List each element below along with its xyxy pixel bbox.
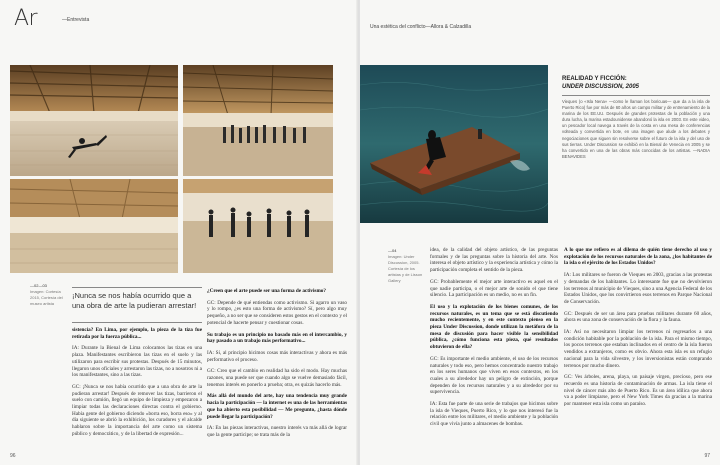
question-paragraph (207, 288, 347, 295)
answer-paragraph (430, 279, 558, 299)
photo-empty-gallery (10, 179, 178, 273)
section-tag: —Entrevista (62, 17, 90, 23)
right-caption-number: —04 (388, 248, 397, 253)
question-paragraph (207, 393, 347, 420)
paragraph-text: Su trabajo es un principio no basado más en el intercambio, y hay pasado a un trabajo más performativo... (207, 331, 347, 345)
divider-line (72, 322, 202, 323)
sidebar-title-line-1: REALIDAD Y FICCIÓN: (562, 76, 627, 82)
paragraph-text: GC: Después de ser un área para pruebas militares durante 60 años, ahora es una zona de conservación de la flora y la fauna. (564, 310, 712, 324)
gallery-dancer-image (10, 65, 178, 176)
paragraph-text: GC: ¡Nunca se nos había ocurrido que a una obra de arte la pudieran arrestar! Después de remover las tizas, barrieron el suelo con camión, llegó un equipo de limpieza y empezaron a limpiar todas las declaraciones directas contra el gobierno. Había gente del gobierno diciendo «borra eso, borra eso» y al día siguiente se abrió la exhibición, los curadores y el alcalde hablaron sobre la importancia del arte como un sistema público y democrático, y de la libertad de expresión... (72, 383, 202, 437)
answer-paragraph (72, 345, 202, 379)
question-paragraph (430, 304, 558, 351)
paragraph-text: idea, de la calidad del objeto artístico, de las preguntas formales y de las preguntas sobre la historia del arte. Nos interesa el objeto artístico y la experiencia artística y cómo la participación completa el sentido de la pieza. (430, 247, 558, 274)
answer-paragraph (564, 272, 712, 306)
question-paragraph (207, 332, 347, 345)
left-caption-text: Imagen: Cortesía 2015, Cortesía del museo artista (30, 289, 63, 306)
sidebar-title (562, 76, 639, 91)
answer-paragraph (430, 401, 558, 428)
right-photo-caption (388, 248, 428, 284)
right-body-column-1 (430, 247, 558, 455)
left-body-column-1 (72, 327, 202, 455)
answer-paragraph (430, 247, 558, 274)
paragraph-text: IA: Así no necesitaron limpiar los terrenos ni regresarlos a una condición habitable por la población de la isla. Para el mismo tiempo, los pocos terrenos que estaban inclinados en el centro de la isla fueron vendidos a extranjeros, como es obvio. Ahora esta isla es un refugio nacional para la vida silvestre, y los inversionistas están comprando terrenos por mucho dinero. (564, 329, 712, 369)
photo-gallery-dancer (10, 65, 178, 176)
photo-visitors (183, 179, 333, 273)
question-paragraph (72, 327, 202, 340)
paragraph-text: El uso y la explotación de los bienes comunes, de los recursos naturales, es un tema que se está discutiendo mucho recientemente, y en este contexto pienso en la pieza Under Discussion, donde utilizan la metáfora de la mesa de discusión para hacer visible la sensibilidad pública, ¿cómo funciona esta pieza, qué resultados obtuvieron de ella? (430, 303, 558, 351)
photo-under-discussion (360, 65, 548, 223)
answer-paragraph (207, 368, 347, 388)
answer-paragraph (72, 384, 202, 438)
left-page (0, 0, 358, 465)
right-caption-text: Imagen: Under Discussion, 2005. Cortesía de los artistas y de Lisson Gallery (388, 254, 423, 283)
answer-paragraph (564, 374, 712, 408)
paragraph-text: GC: Creo que el cambio en realidad ha sido el modo. Hay muchas razones, una puede ser que cuando algo se vuelve demasiado fácil, tenemos interés en ponerlo a prueba; otra, es quizás hacerlo más. (207, 368, 347, 388)
answer-paragraph (207, 350, 347, 363)
paragraph-text: A lo que me refiero es al dilema de quién tiene derecho al uso y explotación de los recursos naturales de la zona, ¿los habitantes de la isla o el ejército de los Estados Unidos? (564, 247, 712, 267)
answer-paragraph (430, 356, 558, 396)
gallery-crowd-image (183, 65, 333, 176)
question-paragraph (564, 247, 712, 267)
running-head: Una estética del conflicto—Allora & Calzadilla (370, 24, 472, 30)
sidebar-title-line-2: UNDER DISCUSSION, 2005 (562, 83, 640, 90)
paragraph-text: IA: Los militares se fueron de Vieques en 2003, gracias a las protestas y demandas de los habitantes. Lo interesante fue que no devolvieron los terrenos al municipio de Vieques, sino a una Agencia Federal de los Estados Unidos, que los convirtieron esos terrenos en Parque Nacional de Conservación. (564, 272, 712, 305)
paragraph-text: IA: Durante la Bienal de Lima colocamos las tizas en una plaza. Manifestantes escribieron las tizas en el suelo y las utilizaron para escribir sus protestas. Después de 15 minutos, llegaron unos oficiales y arrestaron las tizas, no a nosotros ni a los manifestantes, sino a las tizas. (72, 345, 202, 379)
answer-paragraph (564, 329, 712, 369)
paragraph-text: GC: Probablemente el mejor arte interactivo es aquel en el que nadie participa, o el mejor arte de sonido el que tiene silencio. La participación es un medio, no es un fin. (430, 278, 558, 299)
left-photo-caption (30, 283, 64, 307)
paragraph-text: ¿Creen que el arte puede ser una forma de activismo? (207, 288, 326, 294)
divider-line (562, 95, 710, 96)
paragraph-text: IA: En las piezas interactivas, nuestro interés va más allá de lograr que la gente participe; se trata más de la (207, 425, 347, 438)
photo-gallery-crowd (183, 65, 333, 176)
page-number-left: 96 (10, 453, 16, 459)
page-number-right: 97 (704, 453, 710, 459)
under-discussion-image (360, 65, 548, 223)
left-body-column-2 (207, 288, 347, 455)
empty-gallery-image (10, 179, 178, 273)
answer-paragraph (207, 425, 347, 438)
answer-paragraph (207, 300, 347, 327)
right-page (360, 0, 720, 465)
paragraph-text: sistencia? En Lima, por ejemplo, la pieza de la tiza fue retirada por la fuerza pública... (72, 327, 202, 340)
paragraph-text: IA: Esta fue parte de una serie de trabajos que hicimos sobre la isla de Vieques, Puerto Rico, y lo que nos interesó fue la relación entre los militares, el medio ambiente y la población civil que vivía junto a almacenes de bombas. (430, 401, 558, 428)
paragraph-text: Más allá del mundo del arte, hay una tendencia muy grande hacia la participación — la internet es una de las herramientas que ha abierto esta posibilidad — Me pregunto, ¿hasta dónde puede llegar la participación? (207, 393, 347, 420)
paragraph-text: IA: Sí, al principio hicimos cosas más interactivas y ahora es más performativo el proceso. (207, 349, 347, 363)
pull-quote: ¡Nunca se nos había ocurrido que a una obra de arte la pudieran arrestar! (72, 291, 197, 310)
answer-paragraph (564, 311, 712, 324)
divider-line (72, 287, 202, 288)
right-body-column-2 (564, 247, 712, 455)
left-caption-number: —02—03 (30, 283, 47, 288)
paragraph-text: GC: Es importante el medio ambiente, el uso de los recursos naturales y todo eso, pero hemos concentrado nuestro trabajo en los seres humanos que viven en esos contextos, en los cuales a su alrededor hay un peligro de extinción, porque dependen de los recursos naturales y a su alrededor por su supervivencia. (430, 355, 558, 396)
sidebar-text: Vieques (o «Isla Nena» —como le llaman los boricuas— que da a la isla de Puerto Rico) fue por más de 60 años un campo militar y de entrenamiento de la marina de los EE.UU. Después de grandes protestas de la población y una dura lucha, la marina estadounidense abandonó la isla en 2003. En este video, un pescador local navega a través de la costa en una mesa de conferencias volteada y convertida en bote, en una imagen que alude a los debates y negociaciones que siguen sin resolverse sobre el futuro de la isla y del uso de sus tierras. Under Discussion se exhibió en la Bienal de Venecia en 2005 y se ha convertido en una de las obras más conocidas de los artistas. —NADIA BENAVIDES (562, 99, 710, 159)
magazine-logo: Ar (14, 6, 38, 31)
visitors-image (183, 179, 333, 273)
paragraph-text: GC: Depende de qué entiendas como activismo. Si agarro un vaso y lo rompo, ¿es esto una forma de activismo? Sí, pero algo muy pequeño, a no ser que se consideren estos gestos en el contexto y el potencial de hacerte pensar y cuestionar cosas. (207, 299, 347, 326)
paragraph-text: GC: Ves árboles, arena, playa, un paisaje virgen, precioso, pero ese recuerdo es una historia de contaminación de armas. La isla tiene el nivel de cáncer más alto de Puerto Rico. Es un área idílica que ahora va a poder limpiarse, pero el New York Times da gracias a la marina por mantener esta isla como un paraíso. (564, 374, 712, 408)
